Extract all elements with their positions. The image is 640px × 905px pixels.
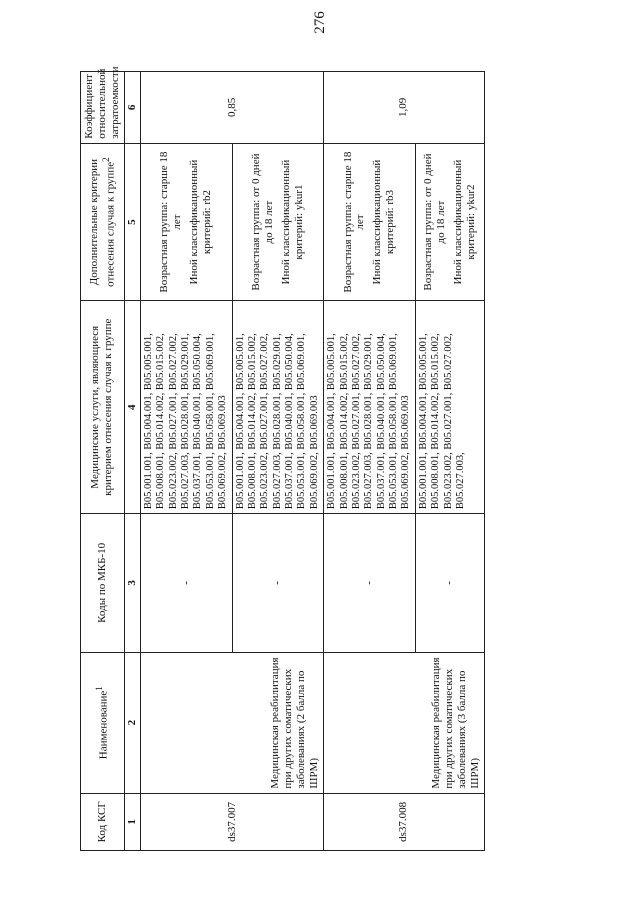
- column-number: 3: [124, 514, 140, 653]
- additional-criteria: [140, 143, 232, 301]
- criteria-classifier: Иной классификационный критерий: rb2: [188, 159, 214, 285]
- mkb-codes: -: [232, 514, 324, 653]
- cost-coefficient: 0,85: [140, 72, 323, 144]
- medical-services: B05.001.001, B05.004.001, B05.005.001, B05.008.001, B05.014.002, B05.015.002, B05.023.002, B05.027.001, B05.027.002, B05.027.003, B05.028.001, B05.029.001, B05.037.001, B05.040.001, B05.050.004, B05.053.001, B05.058.001, B05.069.001, B05.069.002, B05.069.003: [140, 301, 232, 514]
- ksg-name: Медицинская реабилитация при других соматических заболеваниях (3 балла по ШРМ): [324, 652, 485, 793]
- table-header-row: [81, 72, 125, 851]
- additional-criteria: [415, 143, 484, 301]
- header-name: Наименование$^1$: [81, 652, 125, 793]
- criteria-age: Возрастная группа: старше 18 лет: [158, 151, 184, 293]
- header-name-mark: 1: [94, 686, 105, 691]
- table-row: [140, 72, 232, 851]
- header-criteria: Дополнительные критерии отнесения случая к группе$^2$: [81, 143, 125, 301]
- header-services: Медицинские услуги, являющиеся критерием отнесения случая к группе: [81, 301, 125, 514]
- criteria-classifier: Иной классификационный критерий: rb3: [371, 159, 397, 285]
- cost-coefficient: 1,09: [324, 72, 485, 144]
- column-number: 2: [124, 652, 140, 793]
- medical-services: B05.001.001, B05.004.001, B05.005.001, B05.008.001, B05.014.002, B05.015.002, B05.023.002, B05.027.001, B05.027.002, B05.027.003, B05.028.001, B05.029.001, B05.037.001, B05.040.001, B05.050.004, B05.053.001, B05.058.001, B05.069.001, B05.069.002, B05.069.003: [324, 301, 416, 514]
- mkb-codes: -: [415, 514, 484, 653]
- mkb-codes: -: [324, 514, 416, 653]
- column-number: 6: [124, 72, 140, 144]
- medical-services: B05.001.001, B05.004.001, B05.005.001, B05.008.001, B05.014.002, B05.015.002, B05.023.002, B05.027.001, B05.027.002, B05.027.003,: [415, 301, 484, 514]
- page-number: 276: [311, 11, 328, 34]
- header-code: Код КСГ: [81, 793, 125, 850]
- criteria-age: Возрастная группа: от 0 дней до 18 лет: [421, 153, 447, 291]
- additional-criteria: [232, 143, 324, 301]
- rotated-document-sheet: [80, 66, 560, 851]
- medical-services: B05.001.001, B05.004.001, B05.005.001, B05.008.001, B05.014.002, B05.015.002, B05.023.002, B05.027.001, B05.027.002, B05.027.003, B05.028.001, B05.029.001, B05.037.001, B05.040.001, B05.050.004, B05.053.001, B05.058.001, B05.069.001, B05.069.002, B05.069.003: [232, 301, 324, 514]
- column-number: 1: [124, 793, 140, 850]
- column-number: 4: [124, 301, 140, 514]
- ksg-code: ds37.007: [140, 793, 323, 850]
- criteria-age: Возрастная группа: старше 18 лет: [341, 151, 367, 293]
- column-number: 5: [124, 143, 140, 301]
- criteria-age: Возрастная группа: от 0 дней до 18 лет: [249, 153, 275, 291]
- header-coef: Коэффициент относительной затратоемкости: [81, 72, 125, 144]
- criteria-classifier: Иной классификационный критерий: ykur1: [279, 159, 305, 285]
- ksg-code: ds37.008: [324, 793, 485, 850]
- column-number-row: [124, 72, 140, 851]
- criteria-classifier: Иной классификационный критерий: ykur2: [451, 159, 477, 285]
- table-row: [324, 72, 416, 851]
- ksg-table: [80, 66, 485, 851]
- mkb-codes: -: [140, 514, 232, 653]
- header-mkb: Коды по МКБ-10: [81, 514, 125, 653]
- header-criteria-mark: 2: [100, 157, 111, 162]
- ksg-name: Медицинская реабилитация при других соматических заболеваниях (2 балла по ШРМ): [140, 652, 323, 793]
- additional-criteria: [324, 143, 416, 301]
